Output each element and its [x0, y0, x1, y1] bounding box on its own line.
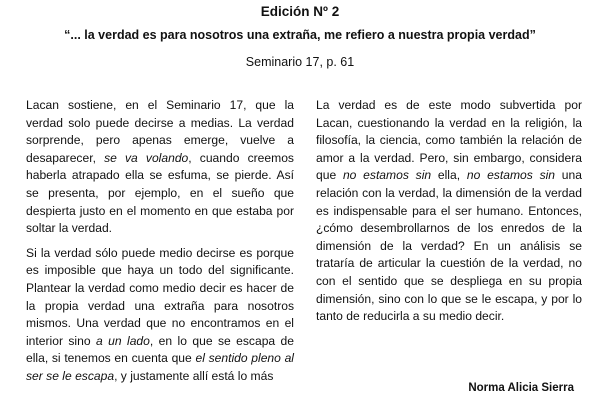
text-run: , cuando creemos haberla atrapado ella se esfuma, se pierde. Así se presenta, por ejemplo, en el sueño que despierta justo en el momento en que estaba por soltar la verdad. — [26, 150, 294, 236]
paragraph — [26, 245, 294, 386]
text-run: , y justamente allí está lo más — [114, 368, 274, 383]
paragraph — [316, 97, 582, 326]
italic-text: se va volando — [104, 150, 189, 165]
quote-source: Seminario 17, p. 61 — [245, 55, 355, 69]
text-run: una relación con la verdad, la dimensión de la verdad es indispensable para el ser humano. Entonces, ¿cómo desembrollarnos de los enredos de la dimensión de la verdad? En un análisis se trataría de articular la cuestión de la verdad, no con el sentido que se despliega en su propia dimensión, sino con lo que se le escapa, y por lo tanto de reducirla a su medio decir. — [316, 168, 582, 324]
text-run: , en lo que se escapa de ella, si tenemos en cuenta que — [26, 333, 295, 366]
right-column — [316, 97, 582, 333]
epigraph-quote: “... la verdad es para nosotros una extraña, me refiero a nuestra propia verdad” — [64, 28, 536, 42]
italic-text: no estamos sin — [466, 168, 556, 183]
edition-title: Edición Nº 2 — [260, 4, 340, 19]
left-column — [26, 97, 294, 393]
italic-text: a un lado — [96, 333, 150, 348]
paragraph — [26, 97, 294, 238]
text-run: Si la verdad sólo puede medio decirse es porque es imposible que haya un todo del significante. Plantear la verdad como medio decir es hacer de la propia verdad una extraña para nosotros mismos. Una verdad que no encontramos en el interior sino — [26, 245, 294, 348]
text-run: La verdad es de este modo subvertida por Lacan, cuestionando la verdad en la religión, la filosofía, la ciencia, como también la relación de amor a la verdad. Pero, sin embargo, considera que — [316, 98, 582, 183]
italic-text: el sentido pleno al ser se le escapa — [26, 351, 294, 383]
italic-text: no estamos sin — [342, 168, 432, 183]
author-signature: Norma Alicia Sierra — [468, 382, 574, 394]
text-run: Lacan sostiene, en el Seminario 17, que la verdad solo puede decirse a medias. La verdad sorprende, pero apenas emerge, vuelve a desaparecer, — [26, 98, 294, 165]
document-header — [0, 3, 600, 71]
text-run: ella, — [431, 168, 467, 183]
